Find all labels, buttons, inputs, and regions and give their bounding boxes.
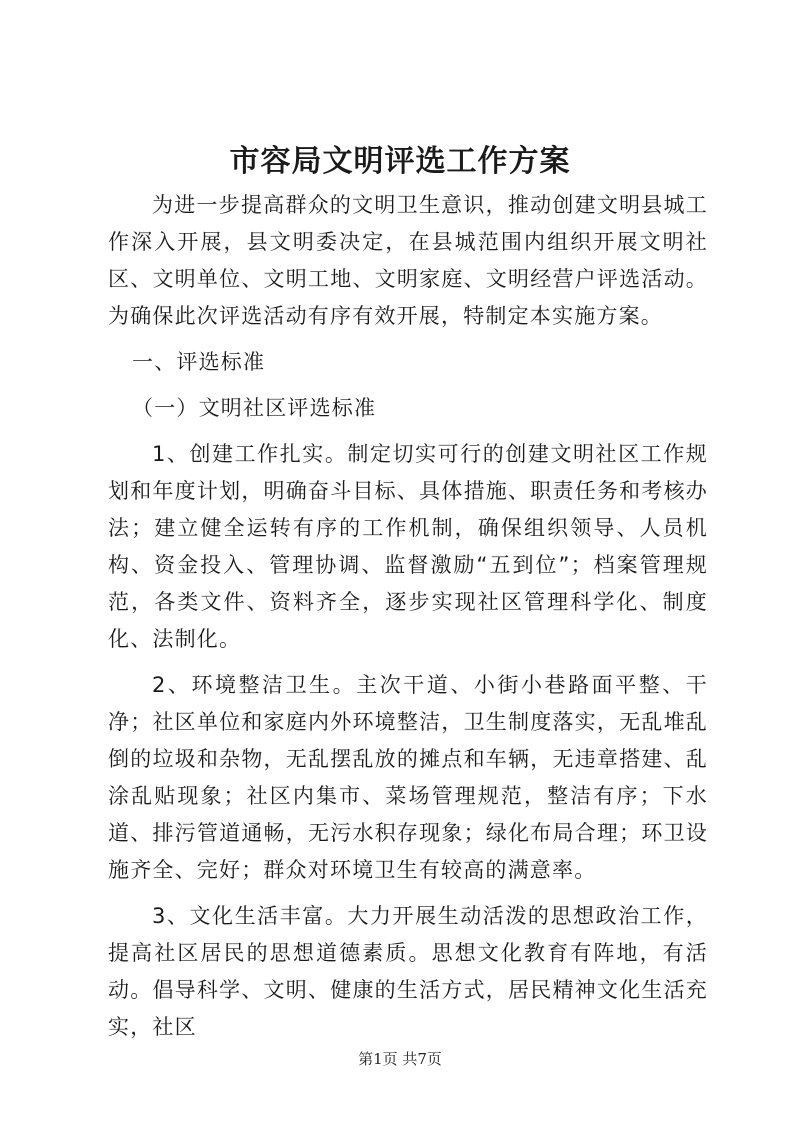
page-number-footer: 第1页 共7页 <box>358 1050 442 1068</box>
document-title: 市容局文明评选工作方案 <box>229 144 571 179</box>
item-paragraph-2: 2、环境整洁卫生。主次干道、小街小巷路面平整、干净；社区单位和家庭内外环境整洁，卫生制度落实，无乱堆乱倒的垃圾和杂物，无乱摆乱放的摊点和车辆，无违章搭建、乱涂乱贴现象；社区内集市、菜场管理规范，整洁有序；下水道、排污管道通畅，无污水积存现象；绿化布局合理；环卫设施齐全、完好；群众对环境卫生有较高的满意率。 <box>108 673 708 882</box>
item-paragraph-1: 1、创建工作扎实。制定切实可行的创建文明社区工作规划和年度计划，明确奋斗目标、具体措施、职责任务和考核办法；建立健全运转有序的工作机制，确保组织领导、人员机构、资金投入、管理协调、监督激励“五到位”；档案管理规范，各类文件、资料齐全，逐步实现社区管理科学化、制度化、法制化。 <box>108 442 708 651</box>
intro-paragraph: 为进一步提高群众的文明卫生意识，推动创建文明县城工作深入开展，县文明委决定，在县城范围内组织开展文明社区、文明单位、文明工地、文明家庭、文明经营户评选活动。为确保此次评选活动有序有效开展，特制定本实施方案。 <box>108 193 708 328</box>
section-heading: 一、评选标准 <box>132 350 266 374</box>
subsection-heading: （一）文明社区评选标准 <box>132 396 377 420</box>
item-paragraph-3: 3、文化生活丰富。大力开展生动活泼的思想政治工作，提高社区居民的思想道德素质。思想文化教育有阵地，有活动。倡导科学、文明、健康的生活方式，居民精神文化生活充实，社区 <box>108 904 708 1039</box>
document-body <box>108 187 708 1055</box>
